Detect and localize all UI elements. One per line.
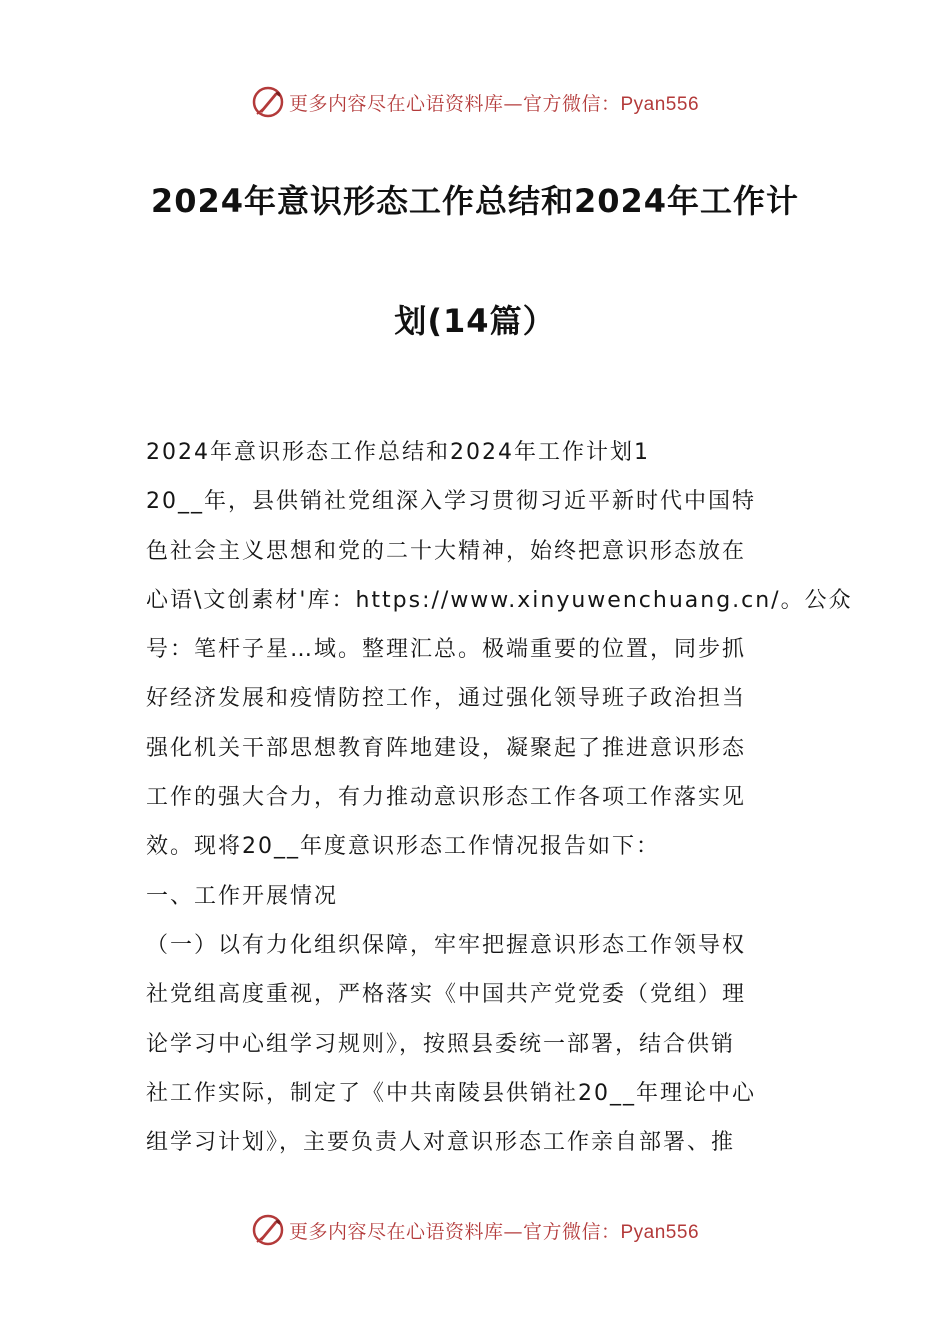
subsection-heading: （一）以有力化组织保障，牢牢把握意识形态工作领导权 <box>146 932 747 958</box>
section-heading: 一、工作开展情况 <box>146 883 339 909</box>
header-watermark-banner <box>0 82 950 122</box>
quill-pen-logo-icon <box>251 1213 285 1247</box>
body-line: 色社会主义思想和党的二十大精神，始终把意识形态放在 <box>146 538 747 564</box>
wechat-id: Pyan556 <box>620 93 700 115</box>
body-line: 组学习计划》，主要负责人对意识形态工作亲自部署、推 <box>146 1130 736 1156</box>
quill-pen-logo-icon <box>251 85 285 119</box>
body-line: 论学习中心组学习规则》，按照县委统一部署，结合供销 <box>146 1031 736 1057</box>
document-title-line-1: 2024年意识形态工作总结和2024年工作计 <box>150 182 800 220</box>
body-line: 社工作实际，制定了《中共南陵县供销社20__年理论中心 <box>146 1080 756 1106</box>
body-line: 效。现将20__年度意识形态工作情况报告如下： <box>146 834 660 860</box>
banner-text: 更多内容尽在心语资料库—官方微信： <box>288 92 621 115</box>
body-line: 号：笔杆子星…域。整理汇总。极端重要的位置，同步抓 <box>146 637 747 663</box>
banner-text: 更多内容尽在心语资料库—官方微信： <box>288 1220 621 1243</box>
body-line: 强化机关干部思想教育阵地建设，凝聚起了推进意识形态 <box>146 735 747 761</box>
wechat-id: Pyan556 <box>620 1221 700 1243</box>
body-line: 20__年，县供销社党组深入学习贯彻习近平新时代中国特 <box>146 489 756 515</box>
body-line: 心语\文创素材'库：https://www.xinyuwenchuang.cn/。公众 <box>146 587 853 613</box>
body-line: 2024年意识形态工作总结和2024年工作计划1 <box>146 440 650 465</box>
footer-watermark-banner <box>0 1210 950 1250</box>
body-line: 好经济发展和疫情防控工作，通过强化领导班子政治担当 <box>146 686 747 712</box>
document-body <box>146 428 853 1167</box>
body-line: 社党组高度重视，严格落实《中国共产党党委（党组）理 <box>146 982 747 1008</box>
document-title-line-2: 划(14篇） <box>394 302 556 340</box>
body-line: 工作的强大合力，有力推动意识形态工作各项工作落实见 <box>146 785 747 811</box>
